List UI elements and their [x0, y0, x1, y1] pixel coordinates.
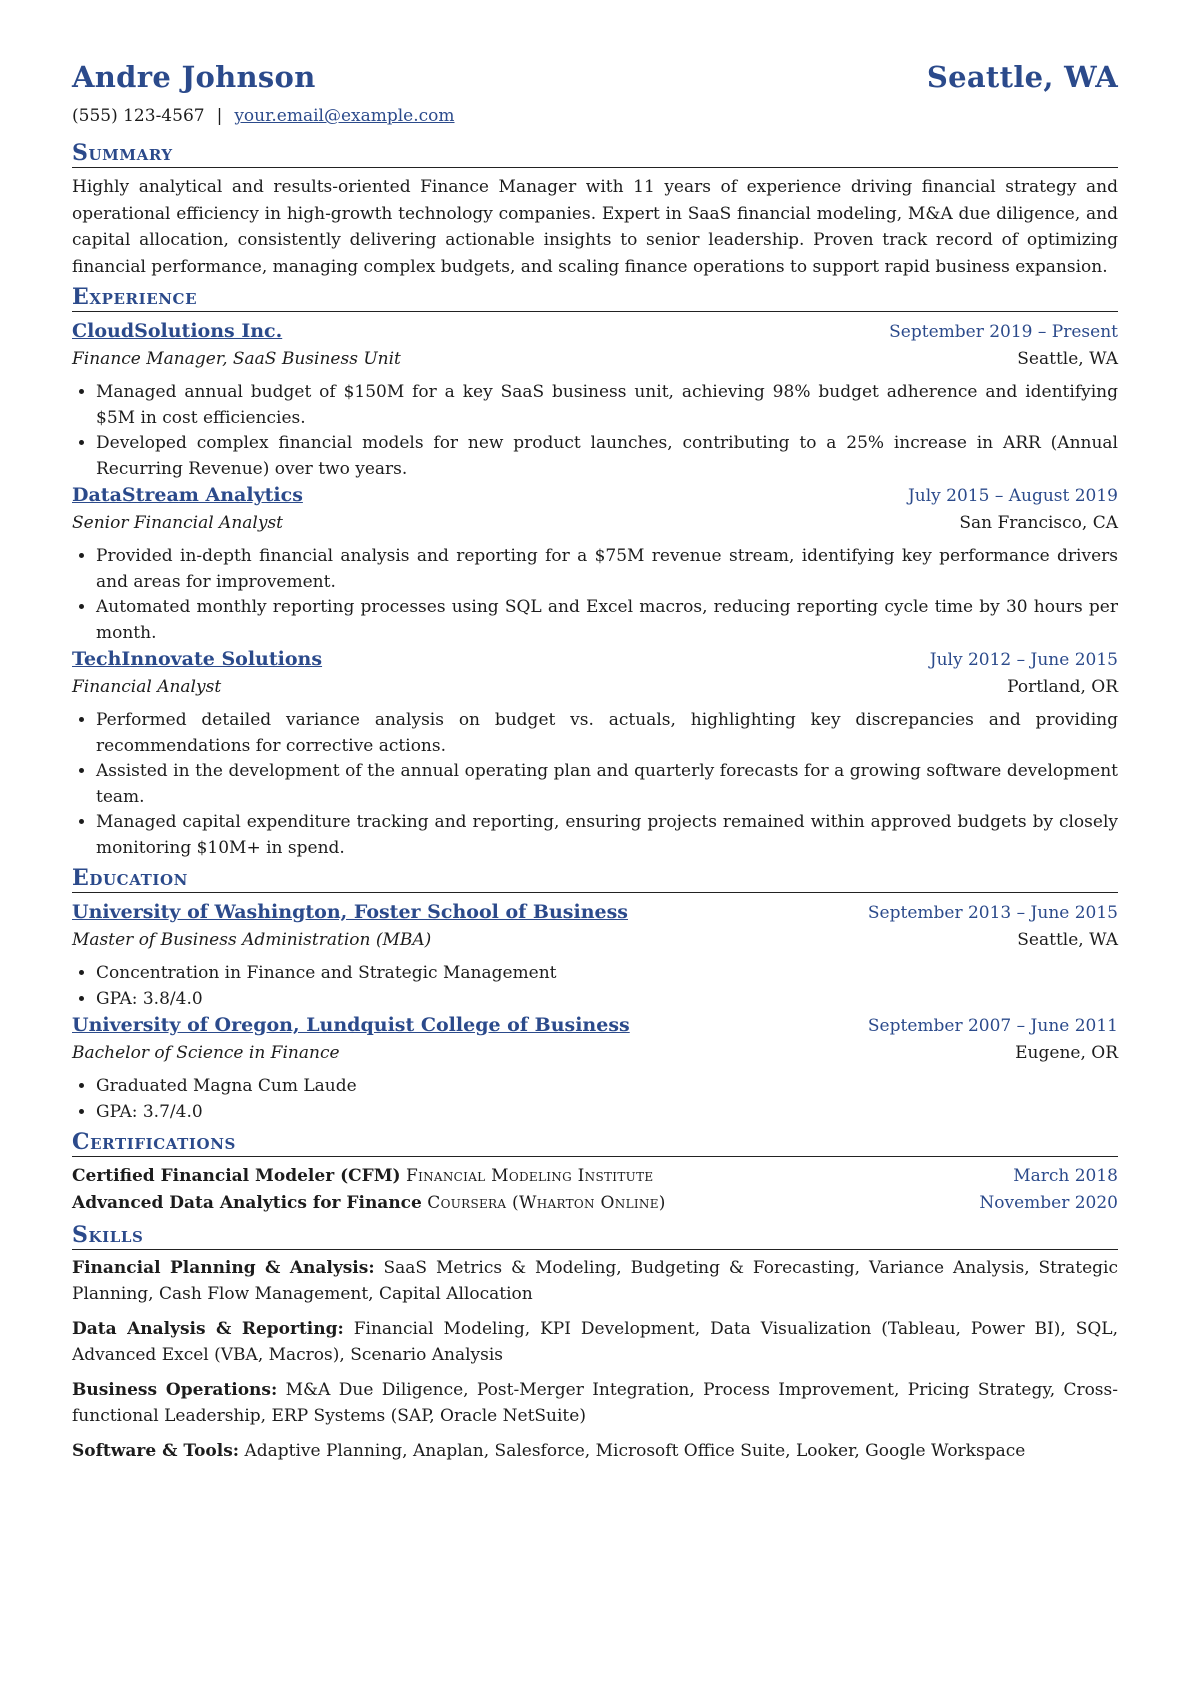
job-title: Finance Manager, SaaS Business Unit	[72, 349, 401, 369]
company-link[interactable]: CloudSolutions Inc.	[72, 320, 283, 342]
experience-entry	[72, 482, 1118, 646]
job-title: Senior Financial Analyst	[72, 513, 284, 533]
bullet-list	[72, 380, 1118, 482]
entry-dates: July 2012 – June 2015	[929, 650, 1118, 670]
certification-name: Certified Financial Modeler (CFM)	[72, 1166, 401, 1186]
contact-line	[72, 106, 1118, 136]
entry-dates: September 2007 – June 2011	[867, 1016, 1118, 1036]
bullet-item: • Concentration in Finance and Strategic Management	[96, 961, 1118, 987]
section-title-education: Education	[72, 865, 1118, 893]
skill-category: Data Analysis & Reporting:	[72, 1319, 344, 1339]
bullet-item: • GPA: 3.7/4.0	[96, 1100, 1118, 1126]
entry-location: Seattle, WA	[1017, 349, 1118, 369]
bullet-list	[72, 1074, 1118, 1125]
section-title-experience: Experience	[72, 284, 1118, 312]
skill-items: SaaS Metrics & Modeling, Budgeting & Forecasting, Variance Analysis, Strategic Planning, Cash Flow Management, Capital Allocation	[72, 1258, 1118, 1304]
skill-group	[72, 1256, 1118, 1307]
entry-dates: September 2013 – June 2015	[867, 903, 1118, 923]
certification-date: November 2020	[979, 1192, 1118, 1213]
degree-title: Bachelor of Science in Finance	[72, 1043, 340, 1063]
skill-group	[72, 1378, 1118, 1429]
bullet-item: • Developed complex financial models for new product launches, contributing to a 25% increase in ARR (Annual Recurring Revenue) over two years.	[96, 431, 1118, 482]
email-link[interactable]: your.email@example.com	[234, 106, 455, 126]
skill-items: Adaptive Planning, Anaplan, Salesforce, Microsoft Office Suite, Looker, Google Workspace	[244, 1441, 1026, 1461]
bullet-item: • Managed annual budget of $150M for a key SaaS business unit, achieving 98% budget adherence and identifying $5M in cost efficiencies.	[96, 380, 1118, 431]
bullet-item: • Performed detailed variance analysis on budget vs. actuals, highlighting key discrepancies and providing recommendations for corrective actions.	[96, 708, 1118, 759]
entry-dates: July 2015 – August 2019	[907, 486, 1118, 506]
certification-name: Advanced Data Analytics for Finance	[72, 1192, 422, 1213]
bullet-item: • Automated monthly reporting processes using SQL and Excel macros, reducing reporting cycle time by 30 hours per month.	[96, 595, 1118, 646]
candidate-location: Seattle, WA	[926, 60, 1118, 94]
candidate-name: Andre Johnson	[72, 60, 316, 94]
experience-entry	[72, 318, 1118, 482]
company-link[interactable]: DataStream Analytics	[72, 484, 303, 506]
bullet-list	[72, 708, 1118, 861]
certification-issuer: Financial Modeling Institute	[405, 1166, 654, 1186]
phone-number: (555) 123-4567	[72, 106, 205, 126]
experience-entry	[72, 646, 1118, 861]
bullet-item: • Managed capital expenditure tracking and reporting, ensuring projects remained within approved budgets by closely monitoring $10M+ in spend.	[96, 810, 1118, 861]
bullet-item: • Assisted in the development of the annual operating plan and quarterly forecasts for a growing software development team.	[96, 759, 1118, 810]
certification-row	[72, 1163, 1118, 1190]
entry-location: Eugene, OR	[1015, 1043, 1118, 1063]
skill-group	[72, 1317, 1118, 1368]
certification-date: March 2018	[1013, 1166, 1118, 1186]
bullet-list	[72, 961, 1118, 1012]
education-entry	[72, 899, 1118, 1012]
skill-category: Business Operations:	[72, 1380, 278, 1400]
resume-header	[72, 60, 1118, 104]
school-link[interactable]: University of Oregon, Lundquist College of Business	[72, 1014, 630, 1036]
contact-separator: |	[216, 106, 223, 126]
section-title-skills: Skills	[72, 1222, 1118, 1250]
school-link[interactable]: University of Washington, Foster School of Business	[72, 901, 629, 923]
company-link[interactable]: TechInnovate Solutions	[72, 648, 323, 670]
degree-title: Master of Business Administration (MBA)	[72, 930, 432, 950]
entry-location: Portland, OR	[1007, 677, 1118, 697]
education-entry	[72, 1012, 1118, 1125]
skill-category: Financial Planning & Analysis:	[72, 1258, 375, 1278]
bullet-item: • Provided in-depth financial analysis and reporting for a $75M revenue stream, identifying key performance drivers and areas for improvement.	[96, 544, 1118, 595]
entry-dates: September 2019 – Present	[889, 322, 1118, 342]
skill-category: Software & Tools:	[72, 1441, 240, 1461]
certification-issuer: Coursera (Wharton Online)	[427, 1192, 666, 1213]
job-title: Financial Analyst	[72, 677, 222, 697]
skill-items: M&A Due Diligence, Post-Merger Integration, Process Improvement, Pricing Strategy, Cross-functional Leadership, ERP Systems (SAP, Oracle NetSuite)	[72, 1380, 1119, 1426]
section-title-summary: Summary	[72, 140, 1118, 168]
entry-location: Seattle, WA	[1017, 930, 1118, 950]
bullet-list	[72, 544, 1118, 646]
bullet-item: • Graduated Magna Cum Laude	[96, 1074, 1118, 1100]
section-title-certifications: Certifications	[72, 1129, 1118, 1157]
bullet-item: • GPA: 3.8/4.0	[96, 987, 1118, 1013]
skill-group	[72, 1439, 1118, 1465]
summary-text: Highly analytical and results-oriented Finance Manager with 11 years of experience driving financial strategy and operational efficiency in high-growth technology companies. Expert in SaaS financial modeling, M&A due diligence, and capital allocation, consistently delivering actionable insights to senior leadership. Proven track record of optimizing financial performance, managing complex budgets, and scaling finance operations to support rapid business expansion.	[72, 177, 1118, 277]
skill-items: Financial Modeling, KPI Development, Data Visualization (Tableau, Power BI), SQL, Advanced Excel (VBA, Macros), Scenario Analysis	[72, 1319, 1118, 1365]
entry-location: San Francisco, CA	[959, 513, 1118, 533]
certification-row	[72, 1190, 1118, 1217]
